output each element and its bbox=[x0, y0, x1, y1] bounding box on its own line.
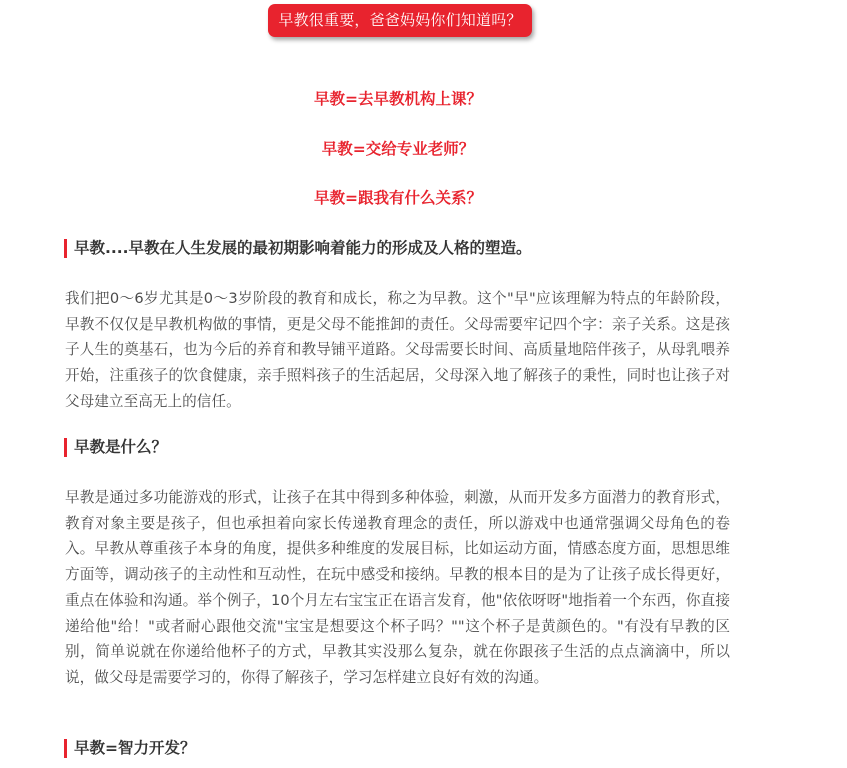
section-paragraph-early-education-impact: 我们把0～6岁尤其是0～3岁阶段的教育和成长，称之为早教。这个"早"应该理解为特点的年龄阶段，早教不仅仅是早教机构做的事情，更是父母不能推卸的责任。父母需要牢记四个字：亲子关系。这是孩子人生的奠基石，也为今后的养育和教导铺平道路。父母需要长时间、高质量地陪伴孩子，从母乳喂养开始，注重孩子的饮食健康，亲手照料孩子的生活起居，父母深入地了解孩子的秉性，同时也让孩子对父母建立至高无上的信任。 bbox=[65, 290, 730, 410]
section-heading-early-education-impact: 早教....早教在人生发展的最初期影响着能力的形成及人格的塑造。 bbox=[64, 239, 532, 258]
question-line-2: 早教=交给专业老师？ bbox=[321, 140, 475, 158]
banner-title: 早教很重要，爸爸妈妈你们知道吗？ bbox=[268, 4, 531, 37]
banner-container bbox=[0, 4, 800, 37]
section-heading-intelligence-development: 早教=智力开发？ bbox=[64, 739, 196, 758]
question-line-3: 早教=跟我有什么关系？ bbox=[314, 189, 482, 207]
section-paragraph-what-is-early-education: 早教是通过多功能游戏的形式，让孩子在其中得到多种体验，刺激，从而开发多方面潜力的教育形式，教育对象主要是孩子，但也承担着向家长传递教育理念的责任，所以游戏中也通常强调父母角色的卷入。早教从尊重孩子本身的角度，提供多种维度的发展目标，比如运动方面，情感态度方面，思想思维方面等，调动孩子的主动性和互动性，在玩中感受和接纳。早教的根本目的是为了让孩子成长得更好，重点在体验和沟通。举个例子，10个月左右宝宝正在语言发育，他"依依呀呀"地指着一个东西，你直接递给他"给！"或者耐心跟他交流"宝宝是想要这个杯子吗？""这个杯子是黄颜色的。"有没有早教的区别，简单说就在你递给他杯子的方式，早教其实没那么复杂，就在你跟孩子生活的点点滴滴中，所以说，做父母是需要学习的，你得了解孩子，学习怎样建立良好有效的沟通。 bbox=[65, 489, 730, 686]
section-heading-what-is-early-education: 早教是什么？ bbox=[64, 438, 167, 457]
question-line-1: 早教=去早教机构上课？ bbox=[314, 90, 482, 108]
